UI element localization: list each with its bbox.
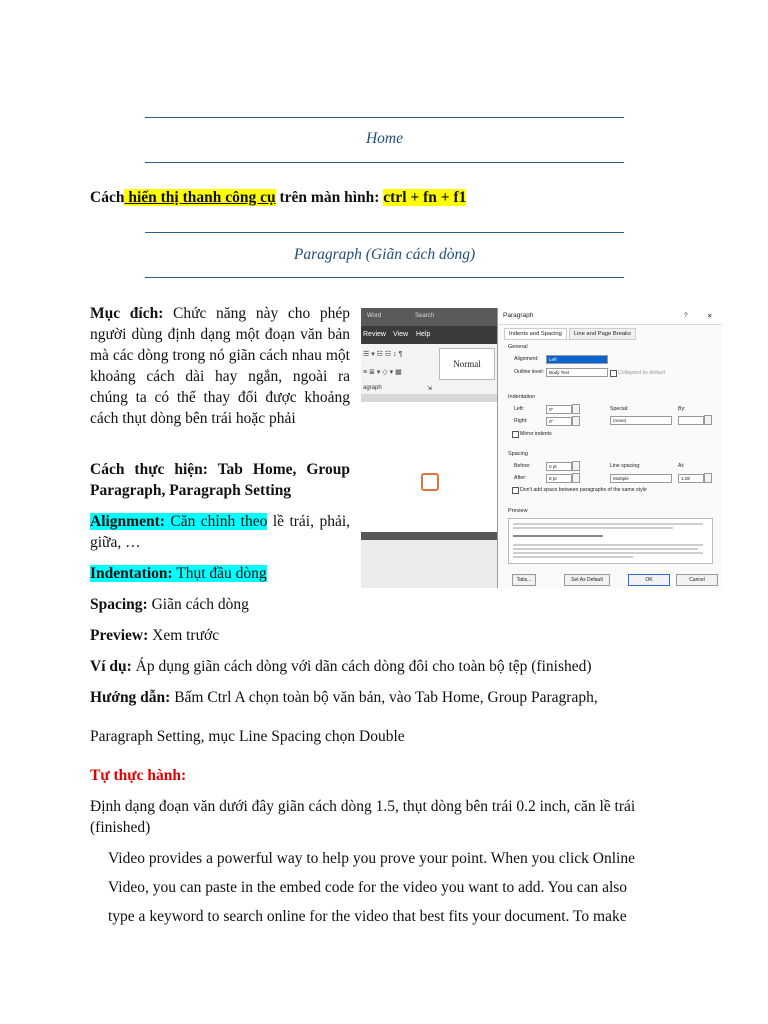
indentation-text: Thụt đầu dòng: [172, 565, 267, 582]
right-indent-spinner[interactable]: [572, 416, 580, 426]
after-input[interactable]: 8 pt: [546, 474, 572, 483]
dont-add-label: Don't add space between paragraphs of the same style: [520, 487, 647, 493]
paragraph-tools-icon: ☰ ▾ ☷ ☷ ↕ ¶: [363, 351, 403, 358]
indentation-label: Indentation:: [90, 565, 173, 582]
preview-line: [513, 527, 673, 529]
before-label: Before:: [514, 463, 531, 469]
preview-box: [508, 518, 713, 564]
ribbon-tabs: [361, 326, 501, 344]
document-area: [361, 402, 501, 532]
preview-line: [513, 535, 603, 537]
guide-text-1: Bấm Ctrl A chọn toàn bộ văn bản, vào Tab Home, Group Paragraph,: [170, 689, 598, 706]
outline-field-label: Outline level:: [514, 369, 544, 375]
mirror-checkbox[interactable]: [512, 431, 519, 438]
practice-title: Tự thực hành:: [90, 767, 187, 784]
ruler: [361, 394, 501, 402]
alignment-rest: lề trái, phải, giữa, …: [90, 513, 351, 551]
preview-line: [513, 548, 698, 550]
group-label: agraph: [363, 385, 382, 391]
line-spacing-select[interactable]: Multiple: [610, 474, 672, 483]
before-spinner[interactable]: [572, 461, 580, 471]
toolbar-shortcut: ctrl + fn + f1: [383, 189, 467, 206]
tab-review[interactable]: Review: [363, 331, 386, 338]
purpose-paragraph: [90, 303, 350, 429]
title-bar: [361, 308, 501, 326]
special-select[interactable]: (none): [610, 416, 672, 425]
outline-select[interactable]: Body Text: [546, 368, 608, 377]
how-to-paragraph: Cách thực hiện: Tab Home, Group Paragraph, Paragraph Setting: [90, 461, 350, 499]
tabs-button[interactable]: Tabs...: [512, 574, 536, 586]
rule-mid-1: [145, 232, 624, 233]
dialog-title: Paragraph: [503, 312, 534, 319]
preview-line: [513, 523, 703, 525]
indentation-section: Indentation: [508, 394, 536, 400]
left-indent-spinner[interactable]: [572, 404, 580, 414]
mirror-label: Mirror indents: [520, 431, 552, 437]
dialog-launcher-icon[interactable]: ⇲: [427, 386, 433, 392]
right-indent-label: Right:: [514, 418, 528, 424]
paragraph-dialog: [497, 308, 722, 588]
sample-line-3: type a keyword to search online for the video that best fits your document. To make: [108, 908, 627, 925]
rule-top-1: [145, 117, 624, 118]
collapsed-checkbox[interactable]: [610, 370, 617, 377]
spacing-text: Giãn cách dòng: [147, 596, 249, 613]
tab-help[interactable]: Help: [416, 331, 431, 338]
preview-section: Preview: [508, 508, 528, 514]
toolbar-middle: trên màn hình:: [275, 189, 384, 206]
toolbar-instruction: [90, 187, 466, 208]
help-icon[interactable]: ?: [684, 312, 688, 319]
heading-home: Home: [365, 130, 404, 147]
rule-mid-2: [145, 277, 624, 278]
purpose-text: Chức năng này cho phép người dùng định dạng một đoạn văn bản mà các dòng trong nó giãn cách nhau một khoảng cách dài hay ngắn, ngoài ra chúng ta có thể thay đổi được khoảng cách thụt dòng bên trái hoặc phải: [90, 305, 351, 427]
at-input[interactable]: 1.08: [678, 474, 704, 483]
ok-button[interactable]: OK: [628, 574, 670, 586]
tab-view[interactable]: View: [393, 331, 409, 338]
alignment-label: Alignment:: [90, 513, 165, 530]
preview-line: [513, 552, 703, 554]
app-name: Word: [367, 313, 382, 319]
dialog-tabs: [504, 328, 638, 340]
general-section: General: [508, 344, 528, 350]
preview-text: Xem trước: [148, 627, 220, 644]
cancel-button[interactable]: Cancel: [676, 574, 718, 586]
spacing-section: Spacing: [508, 451, 528, 457]
by-label: By:: [678, 406, 686, 412]
word-screenshot: [361, 308, 722, 588]
toolbar-prefix: Cách: [90, 189, 125, 206]
example-text: Áp dụng giãn cách dòng với dãn cách dòng đôi cho toàn bộ tệp (finished): [131, 658, 592, 675]
left-indent-label: Left:: [514, 406, 525, 412]
special-label: Special:: [610, 406, 629, 412]
highlight-square-icon: [421, 473, 439, 491]
tab-indents-spacing[interactable]: Indents and Spacing: [504, 328, 567, 340]
set-default-button[interactable]: Set As Default: [564, 574, 610, 586]
preview-line: [513, 556, 633, 558]
at-label: At:: [678, 463, 685, 469]
purpose-label: Mục đích:: [90, 305, 164, 322]
dialog-title-bar: [498, 308, 722, 325]
by-spinner[interactable]: [704, 415, 712, 425]
search-label: Search: [415, 313, 435, 319]
preview-label: Preview:: [90, 627, 149, 644]
spacing-paragraph: [90, 594, 249, 615]
alignment-paragraph: [90, 511, 350, 553]
guide-label: Hướng dẫn:: [90, 689, 171, 706]
practice-task: Định dạng đoạn văn dưới đây giãn cách dòng 1.5, thụt dòng bên trái 0.2 inch, căn lề trái (finished): [90, 798, 636, 836]
by-input[interactable]: [678, 416, 704, 425]
sample-line-1: Video provides a powerful way to help you prove your point. When you click Online: [108, 850, 635, 867]
spacing-label: Spacing:: [90, 596, 148, 613]
before-input[interactable]: 0 pt: [546, 462, 572, 471]
at-spinner[interactable]: [704, 473, 712, 483]
alignment-highlight: Căn chỉnh theo: [164, 513, 268, 530]
style-normal[interactable]: Normal: [439, 348, 495, 380]
after-spinner[interactable]: [572, 473, 580, 483]
toolbar-highlight: hiển thị thanh công cụ: [124, 189, 276, 206]
close-icon[interactable]: ✕: [707, 313, 713, 320]
right-indent-input[interactable]: 0": [546, 417, 572, 426]
preview-line: [513, 544, 703, 546]
tab-line-page-breaks[interactable]: Line and Page Breaks: [569, 328, 636, 340]
example-label: Ví dụ:: [90, 658, 132, 675]
indentation-paragraph: [90, 563, 267, 584]
guide-line-2: Paragraph Setting, mục Line Spacing chọn Double: [90, 728, 405, 745]
example-paragraph: [90, 656, 690, 677]
after-label: After:: [514, 475, 527, 481]
line-spacing-label: Line spacing:: [610, 463, 641, 469]
alignment-select[interactable]: Left: [546, 355, 608, 364]
divider-bar: [361, 532, 501, 540]
alignment-field-label: Alignment:: [514, 356, 539, 362]
collapsed-label: Collapsed by default: [618, 370, 666, 376]
heading-paragraph: Paragraph (Giãn cách dòng): [293, 246, 476, 263]
bottom-area: [361, 540, 501, 588]
sample-line-2: Video, you can paste in the embed code for the video you want to add. You can also: [108, 879, 628, 896]
preview-paragraph: [90, 625, 219, 646]
left-indent-input[interactable]: 0": [546, 405, 572, 414]
rule-top-2: [145, 162, 624, 163]
dont-add-checkbox[interactable]: [512, 487, 519, 494]
guide-line-1: [90, 687, 680, 708]
alignment-tools-icon: ≡ ≣ ▾ ◇ ▾ ▦: [363, 369, 402, 376]
